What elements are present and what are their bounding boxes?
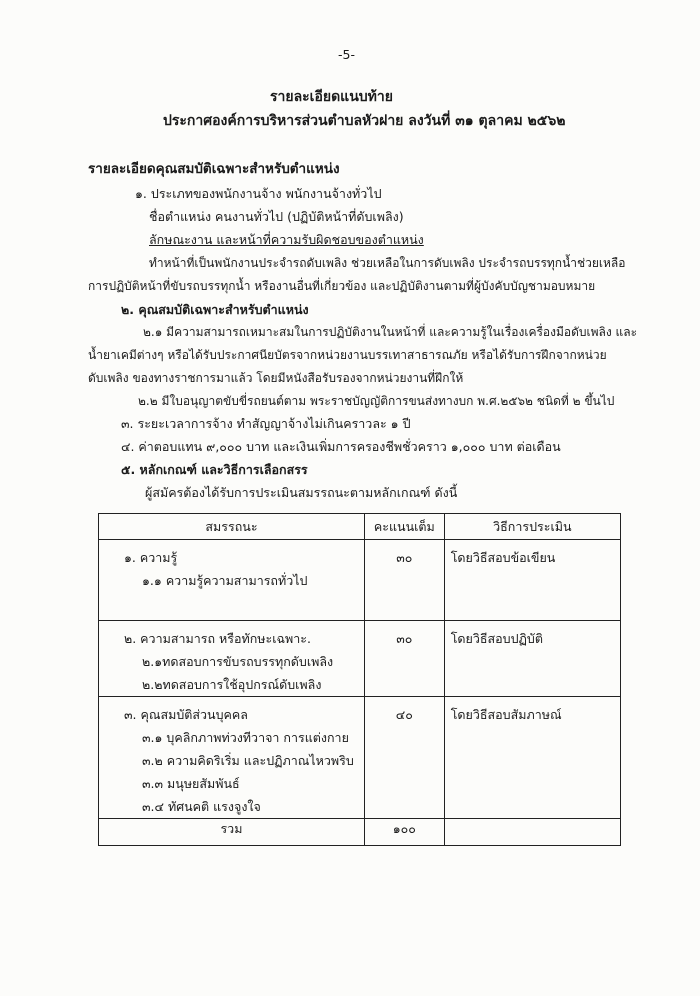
item1-position: ชื่อตำแหน่ง คนงานทั่วไป (ปฏิบัติหน้าที่ดับเพลิง): [149, 209, 404, 224]
item2-heading: ๒. คุณสมบัติเฉพาะสำหรับตำแหน่ง: [121, 302, 309, 317]
criterion-sub: ๒.๒ทดสอบการใช้อุปกรณ์ดับเพลิง: [142, 677, 322, 692]
criterion-sub: ๓.๔ ทัศนคติ แรงจูงใจ: [142, 799, 261, 814]
score-value: ๔๐: [395, 707, 413, 722]
score-cell: [364, 697, 444, 819]
total-method-empty: [444, 819, 620, 846]
criteria-table: [98, 513, 621, 846]
item2-line3: ดับเพลิง ของทางราชการมาแล้ว โดยมีหนังสือรับรองจากหน่วยงานที่ฝึกให้: [88, 371, 464, 385]
item5-text: ผู้สมัครต้องได้รับการประเมินสมรรถนะตามหลักเกณฑ์ ดังนี้: [145, 485, 458, 500]
method-value: โดยวิธีสอบปฏิบัติ: [450, 631, 543, 646]
total-score: ๑๐๐: [364, 819, 444, 846]
criterion-cell: [99, 621, 365, 697]
total-label: รวม: [99, 819, 365, 846]
table-header-row: [99, 514, 621, 540]
item3: ๓. ระยะเวลาการจ้าง ทำสัญญาจ้างไม่เกินคราวละ ๑ ปี: [121, 416, 411, 431]
table-row: [99, 697, 621, 819]
item2-line2: น้ำยาเคมีต่างๆ หรือได้รับประกาศนียบัตรจากหน่วยงานบรรเทาสาธารณภัย หรือได้รับการฝึกจากหน่วย: [88, 348, 607, 362]
header-score: คะแนนเต็ม: [364, 514, 444, 540]
criterion-title: ๑. ความรู้: [124, 550, 178, 565]
item4: ๔. ค่าตอบแทน ๙,๐๐๐ บาท และเงินเพิ่มการครองชีพชั่วคราว ๑,๐๐๐ บาท ต่อเดือน: [121, 439, 561, 454]
criterion-sub: ๑.๑ ความรู้ความสามารถทั่วไป: [142, 573, 308, 588]
item1-duties-heading: ลักษณะงาน และหน้าที่ความรับผิดชอบของตำแหน่ง: [149, 232, 424, 247]
method-value: โดยวิธีสอบข้อเขียน: [450, 550, 556, 565]
method-cell: [444, 540, 620, 621]
criterion-title: ๒. ความสามารถ หรือทักษะเฉพาะ.: [124, 631, 311, 646]
score-value: ๓๐: [396, 550, 413, 565]
method-cell: [444, 697, 620, 819]
criterion-sub: ๓.๑ บุคลิกภาพท่วงทีวาจา การแต่งกาย: [142, 730, 349, 745]
criterion-title: ๓. คุณสมบัติส่วนบุคคล: [124, 707, 248, 722]
item1-duties-line2: การปฏิบัติหน้าที่ขับรถบรรทุกน้ำ หรืองานอื่นที่เกี่ยวข้อง และปฏิบัติงานตามที่ผู้บังคับบัญชามอบหมาย: [88, 279, 596, 293]
document-title: รายละเอียดแนบท้าย: [270, 89, 393, 105]
section-title: รายละเอียดคุณสมบัติเฉพาะสำหรับตำแหน่ง: [88, 161, 340, 177]
criterion-sub: ๒.๑ทดสอบการขับรถบรรทุกดับเพลิง: [142, 654, 334, 669]
header-method: วิธีการประเมิน: [444, 514, 620, 540]
score-cell: [364, 540, 444, 621]
criterion-cell: [99, 697, 365, 819]
item2-line4: ๒.๒ มีใบอนุญาตขับขี่รถยนต์ตาม พระราชบัญญัติการขนส่งทางบก พ.ศ.๒๕๖๒ ชนิดที่ ๒ ขึ้นไป: [138, 394, 615, 408]
method-value: โดยวิธีสอบสัมภาษณ์: [450, 707, 562, 722]
page-number: -5-: [338, 47, 355, 62]
item5-heading: ๕. หลักเกณฑ์ และวิธีการเลือกสรร: [121, 462, 308, 477]
criterion-sub: ๓.๓ มนุษยสัมพันธ์: [142, 776, 240, 791]
score-value: ๓๐: [396, 631, 413, 646]
table-row: [99, 540, 621, 621]
table-row: [99, 621, 621, 697]
item1-heading: ๑. ประเภทของพนักงานจ้าง พนักงานจ้างทั่วไป: [135, 186, 382, 201]
criterion-sub: ๓.๒ ความคิดริเริ่ม และปฏิภาณไหวพริบ: [142, 753, 354, 768]
header-criterion: สมรรถนะ: [99, 514, 365, 540]
score-cell: [364, 621, 444, 697]
item1-duties-line1: ทำหน้าที่เป็นพนักงานประจำรถดับเพลิง ช่วยเหลือในการดับเพลิง ประจำรถบรรทุกน้ำช่วยเหลือ: [149, 256, 626, 270]
item2-line1: ๒.๑ มีความสามารถเหมาะสมในการปฏิบัติงานในหน้าที่ และความรู้ในเรื่องเครื่องมือดับเพลิง และ: [143, 325, 638, 339]
criterion-cell: [99, 540, 365, 621]
document-subtitle: ประกาศองค์การบริหารส่วนตำบลหัวฝาย ลงวันที่ ๓๑ ตุลาคม ๒๕๖๒: [163, 113, 566, 129]
method-cell: [444, 621, 620, 697]
table-total-row: [99, 819, 621, 846]
